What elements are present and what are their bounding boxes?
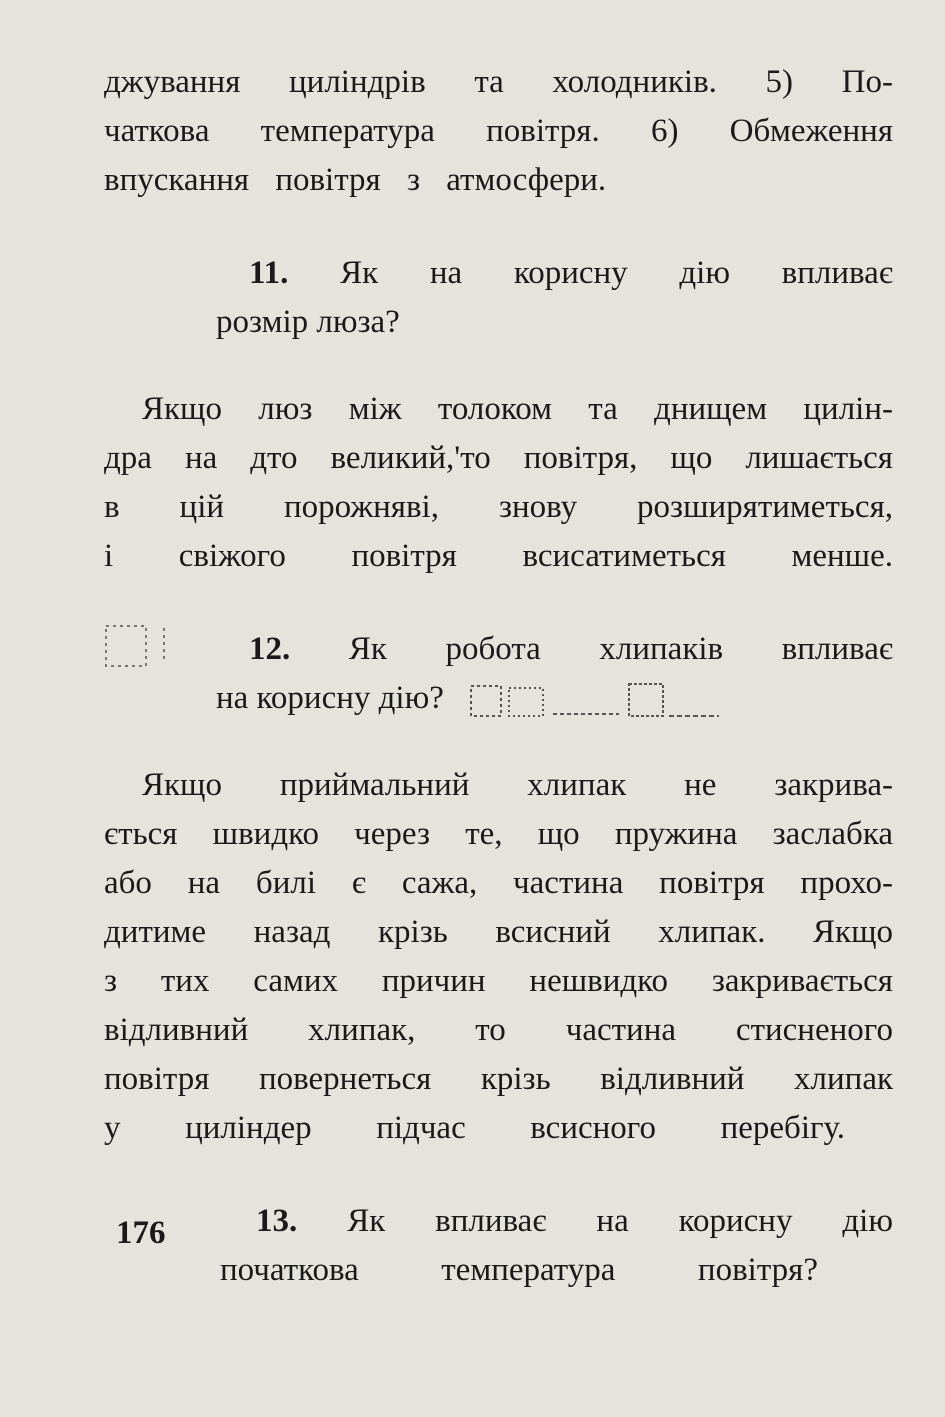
text-line: або на билі є сажа, частина повітря прохо- (104, 865, 893, 901)
answer-12 (104, 761, 893, 1153)
text-line: повітря повернеться крізь відливний хлипак (104, 1061, 893, 1097)
question-11 (104, 249, 893, 347)
question-number: 13. (256, 1203, 298, 1239)
stamp-fragment-left (104, 622, 184, 672)
question-line (104, 674, 893, 723)
question-line (104, 249, 893, 298)
text-line: і свіжого повітря всисатиметься менше. (104, 538, 893, 574)
question-line: розмір люза? (216, 304, 400, 340)
text-line: джування циліндрів та холодників. 5) По- (104, 64, 893, 100)
answer-11 (104, 385, 893, 581)
text-line: ється швидко через те, що пружина заслабка (104, 816, 893, 852)
question-text: Як на корисну дію впливає (340, 255, 893, 291)
question-number: 12. (249, 631, 291, 667)
question-13 (104, 1197, 893, 1295)
text-line: Якщо приймальний хлипак не закрива- (142, 767, 893, 803)
question-text: Як впливає на корисну дію (347, 1203, 894, 1239)
text-line: з тих самих причин нешвидко закривається (104, 963, 893, 999)
question-line: початкова температура повітря? (220, 1252, 818, 1288)
text-line: дра на дто великий,'то повітря, що лишається (104, 440, 893, 476)
text-line: відливний хлипак, то частина стисненого (104, 1012, 893, 1048)
question-number: 11. (249, 255, 289, 291)
question-line (104, 625, 893, 674)
question-text: на корисну дію? (216, 680, 444, 716)
text-line: Якщо люз між толоком та днищем цилін- (142, 391, 893, 427)
top-paragraph (104, 58, 893, 205)
text-line: в цій порожняві, знову розширятиметься, (104, 489, 893, 525)
text-line: дитиме назад крізь всисний хлипак. Якщо (104, 914, 893, 950)
question-12 (104, 625, 893, 723)
library-stamp-mark (469, 680, 729, 720)
text-line: чаткова температура повітря. 6) Обмеження (104, 113, 893, 149)
question-text: Як робота хлипаків впливає (348, 631, 894, 667)
page-number: 176 (116, 1215, 166, 1251)
text-line: у циліндер підчас всисного перебігу. (104, 1110, 845, 1146)
text-line: впускання повітря з атмосфери. (104, 162, 607, 198)
question-line (104, 1197, 893, 1246)
